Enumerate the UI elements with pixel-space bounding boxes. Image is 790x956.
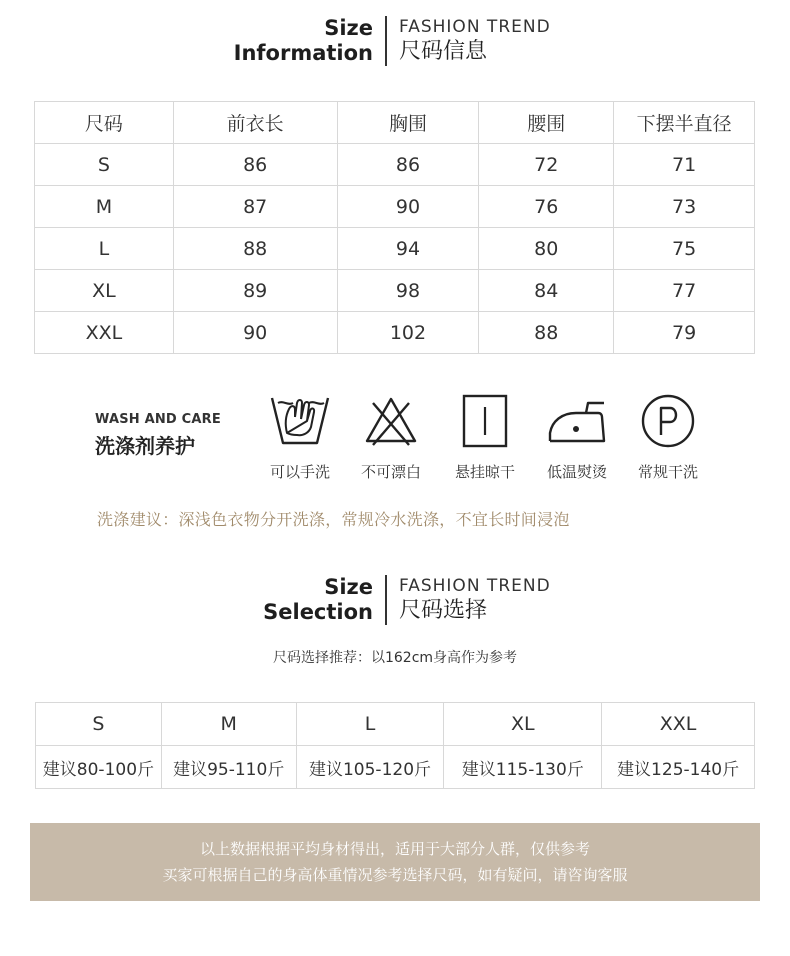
table-cell: 88 — [173, 228, 337, 270]
care-item-dry-clean — [623, 393, 713, 482]
size-info-title-line2: Information — [233, 41, 373, 65]
table-cell: 84 — [479, 270, 614, 312]
weight-cell: 建议95-110斤 — [161, 746, 296, 789]
size-cell: M — [161, 703, 296, 746]
header-cell: 腰围 — [479, 102, 614, 144]
size-cell: S — [36, 703, 162, 746]
table-cell: 87 — [173, 186, 337, 228]
table-row — [35, 312, 755, 354]
care-label: 悬挂晾干 — [454, 463, 515, 481]
table-cell: M — [35, 186, 174, 228]
header-cell: 尺码 — [35, 102, 174, 144]
size-table — [34, 101, 755, 354]
hand-wash-icon — [269, 393, 331, 449]
care-item-no-bleach — [346, 393, 436, 482]
size-row — [36, 703, 755, 746]
size-cell: L — [296, 703, 444, 746]
size-info-subtitle — [387, 16, 785, 66]
note-line-1: 以上数据根据平均身材得出，适用于大部分人群，仅供参考 — [199, 840, 590, 858]
table-cell: 77 — [614, 270, 755, 312]
table-cell: S — [35, 144, 174, 186]
size-info-subtitle-en: FASHION TREND — [399, 17, 551, 37]
size-info-subtitle-cn: 尺码信息 — [399, 39, 488, 64]
note-line-2: 买家可根据自己的身高体重情况参考选择尺码，如有疑问，请咨询客服 — [162, 866, 628, 884]
header-cell: 胸围 — [337, 102, 479, 144]
size-cell: XXL — [602, 703, 755, 746]
weight-cell: 建议125-140斤 — [602, 746, 755, 789]
header-cell: 下摆半直径 — [614, 102, 755, 144]
care-label: 常规干洗 — [637, 463, 698, 481]
table-cell: 76 — [479, 186, 614, 228]
table-row — [35, 144, 755, 186]
care-item-hang-dry — [440, 393, 530, 482]
weight-row — [36, 746, 755, 789]
table-cell: L — [35, 228, 174, 270]
weight-cell: 建议115-130斤 — [444, 746, 602, 789]
size-cell: XL — [444, 703, 602, 746]
table-cell: 90 — [337, 186, 479, 228]
size-info-title-en — [5, 16, 385, 66]
size-info-heading — [0, 16, 790, 66]
table-cell: 90 — [173, 312, 337, 354]
header-cell: 前衣长 — [173, 102, 337, 144]
dry-clean-p-icon — [638, 393, 698, 449]
table-cell: 86 — [337, 144, 479, 186]
table-row — [35, 228, 755, 270]
table-cell: 102 — [337, 312, 479, 354]
table-cell: 98 — [337, 270, 479, 312]
table-cell: 75 — [614, 228, 755, 270]
table-cell: 88 — [479, 312, 614, 354]
table-cell: 80 — [479, 228, 614, 270]
size-selection-subtitle-cn: 尺码选择 — [399, 598, 488, 623]
size-table-header-row — [35, 102, 755, 144]
care-label: 不可漂白 — [360, 463, 421, 481]
care-label: 可以手洗 — [269, 463, 330, 481]
size-recommendation: 尺码选择推荐：以162cm身高作为参考 — [272, 650, 518, 666]
size-selection-table — [35, 702, 755, 789]
reference-note-box — [30, 823, 760, 901]
table-cell: 94 — [337, 228, 479, 270]
weight-cell: 建议105-120斤 — [296, 746, 444, 789]
no-bleach-icon — [361, 393, 421, 449]
size-info-title-line1: Size — [324, 16, 373, 40]
size-selection-subtitle — [387, 575, 785, 625]
table-cell: 89 — [173, 270, 337, 312]
table-cell: 73 — [614, 186, 755, 228]
size-selection-title-en — [5, 575, 385, 625]
care-item-low-iron — [532, 393, 622, 482]
size-selection-subtitle-en: FASHION TREND — [399, 576, 551, 596]
size-selection-heading — [0, 575, 790, 625]
wash-care-title-en: WASH AND CARE — [95, 412, 221, 427]
wash-care-title — [95, 412, 221, 459]
table-cell: XL — [35, 270, 174, 312]
table-cell: 86 — [173, 144, 337, 186]
table-cell: 79 — [614, 312, 755, 354]
low-iron-icon — [546, 393, 608, 449]
care-label: 低温熨烫 — [546, 463, 607, 481]
table-cell: XXL — [35, 312, 174, 354]
size-selection-title-line1: Size — [324, 575, 373, 599]
hang-dry-icon — [455, 393, 515, 449]
table-cell: 72 — [479, 144, 614, 186]
table-row — [35, 270, 755, 312]
table-cell: 71 — [614, 144, 755, 186]
care-item-hand-wash — [255, 393, 345, 482]
wash-care-title-cn: 洗涤剂养护 — [95, 434, 195, 458]
wash-advice: 洗涤建议：深浅色衣物分开洗涤，常规冷水洗涤，不宜长时间浸泡 — [97, 510, 570, 529]
table-row — [35, 186, 755, 228]
size-selection-title-line2: Selection — [263, 600, 373, 624]
weight-cell: 建议80-100斤 — [36, 746, 162, 789]
